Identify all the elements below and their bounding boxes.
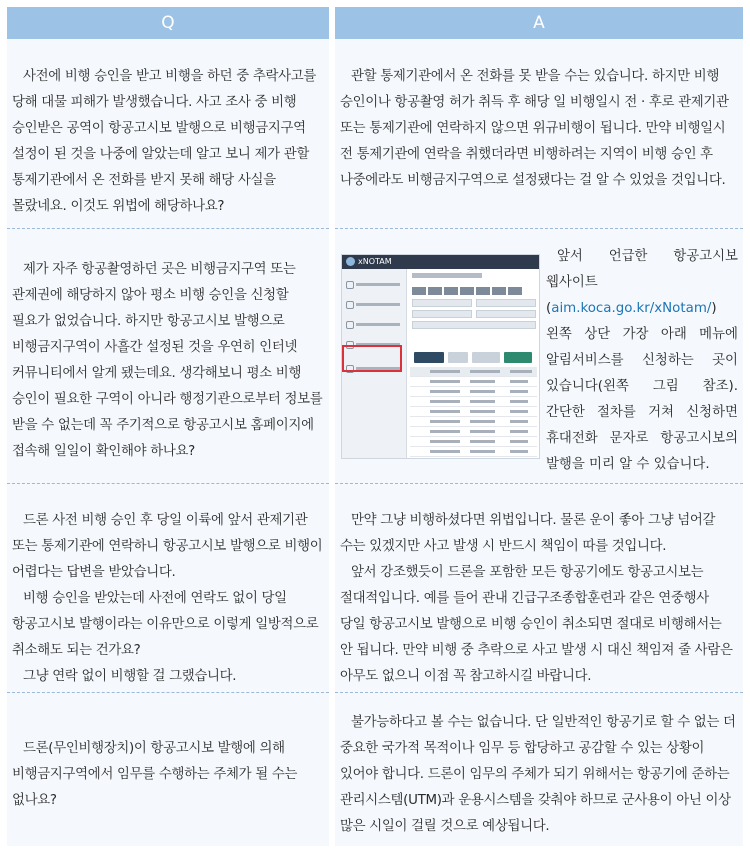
screenshot-menu-item — [346, 279, 402, 292]
answer-2-text — [546, 244, 738, 478]
answer-2-before: 앞서 언급한 항공고시보 웹사이트( — [546, 249, 738, 316]
answer-1-text: 관할 통제기관에서 온 전화를 못 받을 수는 있습니다. 하지만 비행 승인이나 항공촬영 허가 취득 후 해당 일 비행일시 전 · 후로 관제기관 또는 통제기관에 연락하지 않으면 위규비행이 됩니다. 만약 비행일시 전 통제기관에 연락을 취했더라면 비행하려는 지역이 비행 승인 후 나중에라도 비행금지구역으로 설정됐다는 걸 알 수 있었을 것입니다. — [340, 69, 729, 188]
question-4 — [12, 736, 324, 814]
answer-3 — [340, 508, 738, 690]
question-3-text-2: 비행 승인을 받았는데 사전에 연락도 없이 당일 항공고시보 발행이라는 이유만으로 이렇게 일방적으로 취소해도 되는 건가요? — [12, 591, 319, 658]
answer-2 — [546, 244, 738, 478]
row-divider — [335, 228, 743, 229]
logo-icon — [346, 257, 355, 266]
row-divider — [7, 228, 329, 229]
xnotam-link[interactable]: aim.koca.go.kr/xNotam/ — [551, 301, 712, 316]
screenshot-main — [408, 269, 539, 458]
answer-4-text: 불가능하다고 볼 수는 없습니다. 단 일반적인 항공기로 할 수 없는 더 중요한 국가적 목적이나 임무 등 합당하고 공감할 수 있는 상황이 있어야 합니다. 드론이 임무의 주체가 되기 위해서는 항공기에 준하는 관리시스템(UTM)과 운용시스템을 갖춰야 하므로 군사용이 아닌 이상 많은 시일이 걸릴 것으로 예상됩니다. — [340, 715, 736, 834]
screenshot-menu-item — [346, 319, 402, 332]
answer-3-text-2: 앞서 강조했듯이 드론을 포함한 모든 항공기에도 항공고시보는 절대적입니다. 예를 들어 관내 긴급구조종합훈련과 같은 연중행사 당일 항공고시보 발행으로 비행 승인이 취소되면 절대로 비행해서는 안 됩니다. 만약 비행 중 추락으로 사고 발생 시 대신 책임져 줄 사람은 아무도 없으니 이점 꼭 참고하시길 바랍니다. — [340, 565, 733, 684]
question-3-text-3: 그냥 연락 없이 비행할 걸 그랬습니다. — [23, 669, 237, 684]
question-3-text-1: 드론 사전 비행 승인 후 당일 이륙에 앞서 관제기관 또는 통제기관에 연락하니 항공고시보 발행으로 비행이 어렵다는 답변을 받았습니다. — [12, 513, 323, 580]
answer-1 — [340, 64, 738, 194]
question-2 — [12, 257, 324, 465]
question-column-header: Q — [7, 7, 329, 39]
answer-2-after: ) 왼쪽 상단 가장 아래 메뉴에 알림서비스를 신청하는 곳이 있습니다(왼쪽 그림 참조). 간단한 절차를 거쳐 신청하면 휴대전화 문자로 항공고시보의 발행을 미리 알 수 있습니다. — [546, 301, 738, 472]
question-3 — [12, 508, 324, 690]
row-divider — [7, 692, 329, 693]
screenshot-menu-item — [346, 299, 402, 312]
question-1-text: 사전에 비행 승인을 받고 비행을 하던 중 추락사고를 당해 대물 피해가 발생했습니다. 사고 조사 중 비행 승인받은 공역이 항공고시보 발행으로 비행금지구역 설정이 된 것을 나중에 알았는데 알고 보니 제가 관할 통제기관에서 온 전화를 받지 못해 해당 사실을 몰랐네요. 이것도 위법에 해당하나요? — [12, 69, 317, 214]
answer-4 — [340, 710, 738, 840]
screenshot-title — [412, 273, 482, 278]
question-4-text: 드론(무인비행장치)이 항공고시보 발행에 의해 비행금지구역에서 임무를 수행하는 주체가 될 수는 없나요? — [12, 741, 298, 808]
answer-3-text-1: 만약 그냥 비행하셨다면 위법입니다. 물론 운이 좋아 그냥 넘어갈 수는 있겠지만 사고 발생 시 반드시 책임이 따를 것입니다. — [340, 513, 716, 554]
screenshot-topbar — [342, 255, 539, 269]
row-divider — [335, 692, 743, 693]
question-1 — [12, 64, 324, 220]
screenshot-brand: xNOTAM — [358, 257, 392, 266]
row-divider — [7, 483, 329, 484]
alert-service-highlight — [342, 345, 402, 372]
question-2-text: 제가 자주 항공촬영하던 곳은 비행금지구역 또는 관제권에 해당하지 않아 평소 비행 승인을 신청할 필요가 없었습니다. 하지만 항공고시보 발행으로 비행금지구역이 사흘간 설정된 것을 우연히 인터넷 커뮤니티에서 알게 됐는데요. 생각해보니 평소 비행 승인이 필요한 구역이 아니라 행정기관으로부터 정보를 받을 수 없는데 꼭 주기적으로 항공고시보 홈페이지에 접속해 일일이 확인해야 하나요? — [12, 262, 323, 459]
row-divider — [335, 483, 743, 484]
answer-column-header: A — [335, 7, 743, 39]
